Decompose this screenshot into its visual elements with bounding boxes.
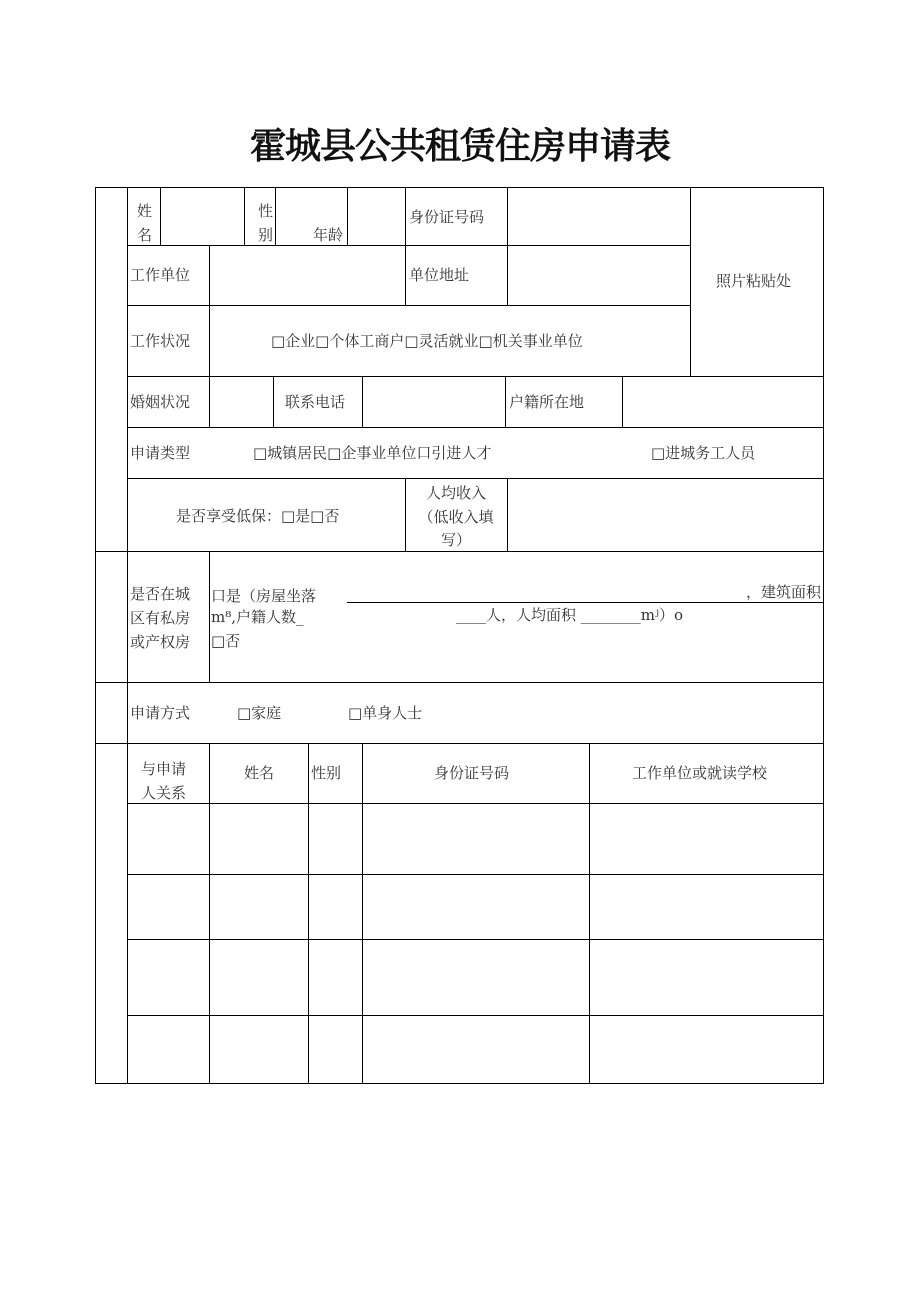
border-bottom bbox=[95, 1083, 824, 1084]
method-option-family[interactable]: □家庭 bbox=[237, 704, 282, 722]
col-line-e bbox=[405, 187, 406, 305]
border-top bbox=[95, 187, 824, 188]
per-capita-label-2: （低收入填 bbox=[418, 508, 494, 526]
border-left bbox=[95, 187, 96, 1084]
label-column-line bbox=[127, 187, 128, 1084]
phone-label: 联系电话 bbox=[285, 393, 346, 411]
family-line-3 bbox=[127, 939, 824, 940]
col-line-a bbox=[160, 187, 161, 245]
col-line-n bbox=[507, 478, 508, 551]
border-right bbox=[823, 187, 824, 1084]
apply-type-option-migrant[interactable]: □进城务工人员 bbox=[651, 444, 756, 462]
property-label-2: 区有私房 bbox=[130, 609, 191, 627]
work-status-options[interactable]: □企业□个体工商户□灵活就业□机关事业单位 bbox=[271, 332, 583, 350]
col-line-h bbox=[209, 376, 210, 427]
apply-type-options[interactable]: □城镇居民□企事业单位口引进人才 bbox=[253, 444, 492, 462]
property-yes-option[interactable]: 口是（房屋坐落 bbox=[211, 587, 317, 605]
age-label: 年龄 bbox=[313, 226, 344, 244]
low-income-question[interactable]: 是否享受低保：□是□否 bbox=[176, 507, 340, 525]
family-col-1 bbox=[209, 743, 210, 1083]
name-label-2: 名 bbox=[137, 226, 153, 244]
family-col-4 bbox=[589, 743, 590, 1083]
col-line-l bbox=[622, 376, 623, 427]
id-number-label: 身份证号码 bbox=[409, 208, 485, 226]
relation-label-1: 与申请 bbox=[141, 760, 187, 778]
photo-left-line bbox=[690, 187, 691, 376]
row-line-3 bbox=[127, 376, 824, 377]
method-option-single[interactable]: □单身人士 bbox=[348, 704, 423, 722]
property-area-suffix: ，建筑面积 bbox=[746, 583, 822, 601]
col-line-b bbox=[244, 187, 245, 245]
col-line-k bbox=[505, 376, 506, 427]
family-name-header: 姓名 bbox=[244, 764, 275, 782]
page-title: 霍城县公共租赁住房申请表 bbox=[249, 126, 670, 167]
property-no-option[interactable]: □否 bbox=[211, 632, 241, 650]
per-capita-label-1: 人均收入 bbox=[425, 484, 486, 502]
apply-type-label: 申请类型 bbox=[130, 444, 191, 462]
work-unit-label: 工作单位 bbox=[130, 266, 191, 284]
unit-address-label: 单位地址 bbox=[409, 266, 470, 284]
per-capita-label-3: 写） bbox=[440, 531, 471, 549]
property-line2-start: m⁸,户籍人数_ bbox=[211, 608, 304, 626]
family-work-header: 工作单位或就读学校 bbox=[632, 764, 768, 782]
property-label-3: 或产权房 bbox=[130, 633, 191, 651]
work-status-label: 工作状况 bbox=[130, 332, 191, 350]
gender-label-1: 性 bbox=[258, 202, 274, 220]
family-col-3 bbox=[362, 743, 363, 1083]
property-label-1: 是否在城 bbox=[130, 585, 191, 603]
family-gender-header: 性别 bbox=[311, 764, 342, 782]
family-line-2 bbox=[127, 874, 824, 875]
col-line-c bbox=[275, 187, 276, 245]
col-line-g bbox=[209, 245, 210, 376]
family-line-1 bbox=[127, 803, 824, 804]
apply-method-label: 申请方式 bbox=[130, 704, 191, 722]
relation-label-2: 人关系 bbox=[141, 784, 187, 802]
row-line-2 bbox=[127, 305, 690, 306]
col-line-j bbox=[362, 376, 363, 427]
family-line-4 bbox=[127, 1015, 824, 1016]
family-id-header: 身份证号码 bbox=[434, 764, 510, 782]
marital-status-label: 婚姻状况 bbox=[130, 393, 191, 411]
property-line2-mid: ____人，人均面积 ________mʲ）o bbox=[456, 606, 683, 624]
gender-label-2: 别 bbox=[258, 226, 274, 244]
section-line-3 bbox=[95, 743, 824, 744]
col-line-o bbox=[209, 551, 210, 682]
section-line-2 bbox=[95, 682, 824, 683]
col-line-f bbox=[507, 187, 508, 305]
row-line-5 bbox=[127, 478, 824, 479]
col-line-d bbox=[347, 187, 348, 245]
family-col-2 bbox=[308, 743, 309, 1083]
col-line-i bbox=[273, 376, 274, 427]
name-label-1: 姓 bbox=[137, 202, 153, 220]
row-line-4 bbox=[127, 427, 824, 428]
row-line-1 bbox=[127, 245, 690, 246]
household-location-label: 户籍所在地 bbox=[509, 393, 585, 411]
photo-placeholder-label: 照片粘贴处 bbox=[716, 272, 792, 290]
